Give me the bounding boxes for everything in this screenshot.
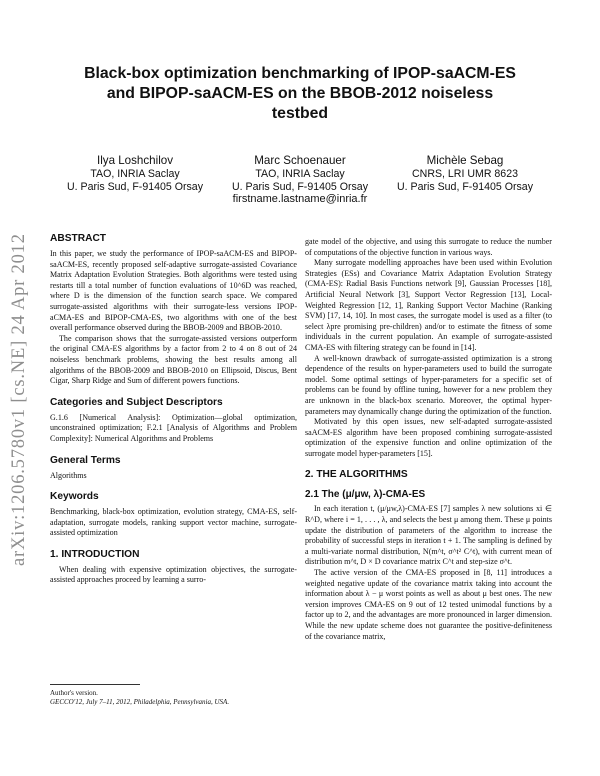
author-name: Marc Schoenauer [254, 154, 346, 167]
arxiv-identifier: arXiv:1206.5780v1 [cs.NE] 24 Apr 2012 [9, 233, 29, 566]
author-name: Ilya Loshchilov [96, 154, 174, 167]
keywords-heading: Keywords [50, 491, 99, 503]
author-block [50, 154, 220, 193]
author-name: Michèle Sebag [426, 154, 504, 167]
paper-title [50, 64, 550, 124]
keywords-text: Benchmarking, black-box optimization, evolution strategy, CMA-ES, self-adaptation, surrogate models, ranking support vector machine, surrogate-assisted optimization [50, 507, 297, 538]
author-block [380, 154, 550, 193]
abstract-heading: ABSTRACT [50, 233, 107, 244]
body-paragraph: A well-known drawback of surrogate-assisted optimization is a strong dependence of the results on hyper-parameters used to build the surrogate model. Some optimal settings of hyper-parameters for a specific set of problems can be found by offline tuning, however for a new problem they are unknown in the black-box scenario. Moreover, the optimal hyper-parameters may dynamically change during the optimization of the function. [305, 353, 552, 416]
categories-text: G.1.6 [Numerical Analysis]: Optimization—global optimization, unconstrained optimization; F.2.1 [Analysis of Algorithms and Problem Complexity]: Numerical Algorithms and Problems [50, 412, 297, 443]
abstract-paragraph: In this paper, we study the performance of IPOP-saACM-ES and BIPOP-saACM-ES, recently proposed self-adaptive surrogate-assisted Covariance Matrix Adaptation Evolution Strategies. Both algorithms were tested using restarts till a total number of function evaluations of 10^6D was reached, where D is the dimension of the function search space. We compared surrogate-assisted algorithms with their surrogate-less versions IPOP-aCMA-ES and BIPOP-CMA-ES, two algorithms with one of the best overall performance observed during the BBOB-2009 and BBOB-2010. [50, 249, 297, 333]
body-paragraph: The active version of the CMA-ES proposed in [8, 11] introduces a weighted negative update of the covariance matrix taking into account the information about λ − μ worst points as well as about μ best ones. The new version improves CMA-ES on 9 out of 12 tested unimodal functions by a factor up to 2, and the advantages are more pronounced in larger dimension. While the new update scheme does not guarantee the positive-definiteness of the covariance matrix, [305, 568, 552, 641]
author-affiliation: TAO, INRIA Saclay [90, 168, 180, 180]
title-line: testbed [271, 105, 329, 122]
algorithms-heading: 2. THE ALGORITHMS [305, 469, 408, 481]
categories-heading: Categories and Subject Descriptors [50, 396, 223, 408]
author-address: U. Paris Sud, F-91405 Orsay [396, 180, 533, 193]
author-address: U. Paris Sud, F-91405 Orsay [66, 180, 203, 193]
introduction-paragraph: When dealing with expensive optimization objectives, the surrogate-assisted approaches proceed by learning a surro- [50, 564, 297, 585]
author-affiliation: TAO, INRIA Saclay [255, 168, 345, 180]
footnote-line: Author's version. [50, 689, 98, 697]
author-email[interactable]: firstname.lastname@inria.fr [232, 193, 368, 206]
introduction-heading: 1. INTRODUCTION [50, 548, 140, 560]
title-line: Black-box optimization benchmarking of IPOP-saACM-ES [84, 65, 516, 82]
right-column [305, 237, 552, 642]
general-terms-text: Algorithms [50, 470, 87, 480]
author-affiliation: CNRS, LRI UMR 8623 [412, 168, 518, 180]
author-address: U. Paris Sud, F-91405 Orsay [231, 180, 368, 193]
body-paragraph: Motivated by this open issues, new self-adapted surrogate-assisted saACM-ES algorithm have been proposed combining surrogate-assisted optimization of the expensive function and online optimization of the surrogate model hyper-parameters [15]. [305, 417, 552, 458]
left-column [50, 232, 297, 586]
footnote-line: GECCO'12, July 7–11, 2012, Philadelphia, Pennsylvania, USA. [50, 698, 230, 706]
abstract-paragraph: The comparison shows that the surrogate-assisted versions outperform the original CMA-ES algorithms by a factor from 2 to 4 on 8 out of 24 noiseless benchmark problems, showing the best results among all algorithms of the BBOB-2009 and BBOB-2010 on Ellipsoid, Discus, Bent Cigar, Sharp Ridge and Sum of different powers functions. [50, 333, 297, 386]
cma-es-subsection-heading: 2.1 The (μ/μw, λ)-CMA-ES [305, 489, 426, 501]
body-paragraph: In each iteration t, (μ/μw,λ)-CMA-ES [7] samples λ new solutions xi ∈ R^D, where i = 1, . . . , λ, and selects the best μ among them. These μ points update the distribution of parameters of the algorithm to increase the probability of successful steps in iteration t + 1. The sampling is defined by a multi-variate normal distribution, N(m^t, σ^t² C^t), with current mean of distribution m^t, D × D covariance matrix C^t and step-size σ^t. [305, 504, 552, 567]
footnote [50, 684, 297, 707]
footnote-rule [50, 684, 140, 685]
author-block [215, 154, 385, 206]
body-paragraph: gate model of the objective, and using this surrogate to reduce the number of computations of the objective function in various ways. [305, 237, 552, 257]
general-terms-heading: General Terms [50, 454, 121, 466]
body-paragraph: Many surrogate modelling approaches have been used within Evolution Strategies (ESs) and Covariance Matrix Adaptation Evolution Strategy (CMA-ES): Radial Basis Functions network [9], Gaussian Processes [18], Artificial Neural Network [3], Support Vector Regression [13], Local-Weighted Regression [12, 1], Ranking Support Vector Machine (Ranking SVM) [17, 14, 10]. In most cases, the surrogate model is used as a filter (to select λpre promising pre-children) and/or to estimate the fitness of some individuals in the current population. An example of surrogate-assisted CMA-ES with filtering strategy can be found in [14]. [305, 258, 552, 352]
title-line: and BIPOP-saACM-ES on the BBOB-2012 noiseless [106, 85, 494, 102]
